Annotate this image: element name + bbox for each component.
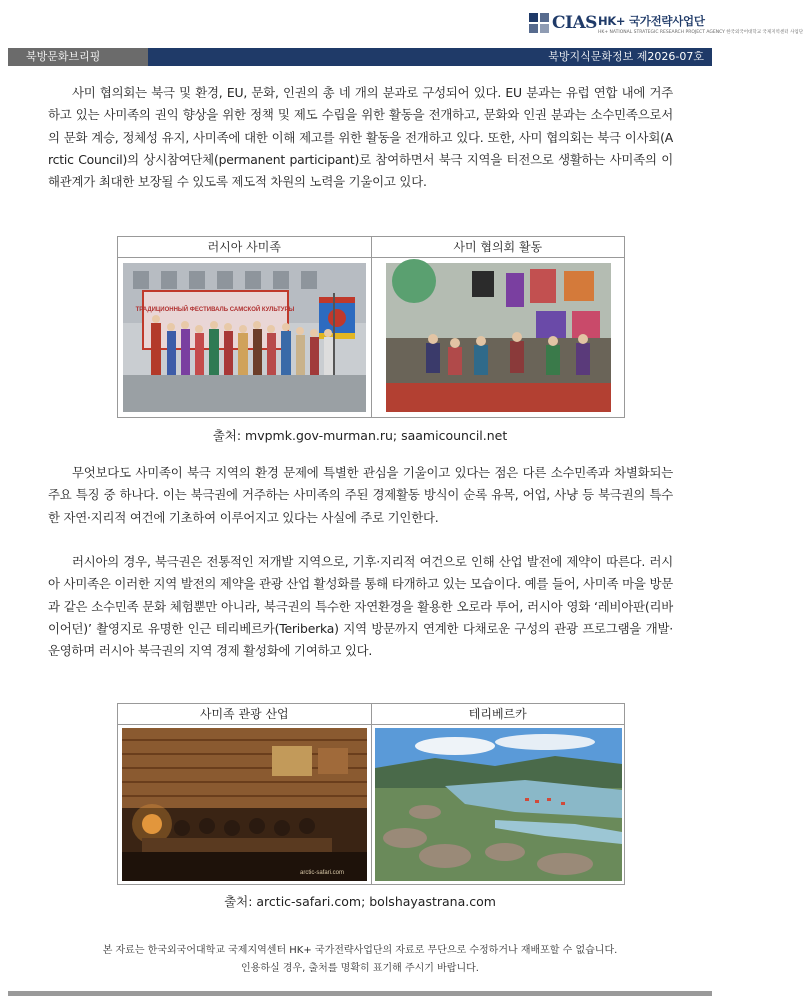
figure-table-1: [117, 236, 625, 418]
photo-banner-text: ТРАДИЦИОННЫЙ ФЕСТИВАЛЬ САМСКОЙ КУЛЬТУРЫ: [135, 307, 295, 313]
footer-line-2: 인용하실 경우, 출처를 명확히 표기해 주시기 바랍니다.: [241, 963, 479, 974]
logo-brand: CIAS: [552, 13, 597, 33]
paragraph-1: 사미 협의회는 북극 및 환경, EU, 문화, 인권의 총 네 개의 분과로 구성되어 있다. EU 분과는 유럽 연합 내에 거주하고 있는 사미족의 권익 향상을 위한 정책 및 제도 수립을 위한 활동을 전개하고, 문화와 인권 분과는 소수민족으로서의 문화 계승, 정체성 유지, 사미족에 대한 이해 제고를 위한 활동을 전개하고 있다. 또한, 사미 협의회는 북극 이사회(Arctic Council)의 상시참여단체(permanent participant)로 참여하면서 북극 지역을 터전으로 생활하는 사미족의 이해관계가 최대한 보장될 수 있도록 제도적 차원의 노력을 기울이고 있다.: [48, 85, 673, 190]
figure-caption-russian-sami: 러시아 사미족: [118, 237, 372, 257]
header-bar: [8, 48, 712, 66]
photo-sami-tourism: [122, 728, 367, 881]
photo-cell-sami-council: [372, 258, 625, 417]
figure-table-2: [117, 703, 625, 885]
footer-line-1: 본 자료는 한국외국어대학교 국제지역센터 HK+ 국가전략사업단의 자료로 무단으로 수정하거나 재배포할 수 없습니다.: [102, 945, 618, 956]
photo-watermark: arctic-safari.com: [299, 870, 345, 876]
header-left-label: 북방문화브리핑: [26, 50, 101, 63]
figure-source-2: 출처: arctic-safari.com; bolshayastrana.com: [224, 894, 496, 909]
figure-source-1: 출처: mvpmk.gov-murman.ru; saamicouncil.net: [212, 428, 508, 443]
photo-teriberka: [375, 728, 622, 881]
photo-sami-council: [386, 263, 611, 412]
photo-russian-sami: [123, 263, 366, 412]
header-left-tab: [8, 48, 148, 66]
paragraph-3: 러시아의 경우, 북극권은 전통적인 저개발 지역으로, 기후·지리적 여건으로 인해 산업 발전에 제약이 따른다. 러시아 사미족은 이러한 지역 발전의 제약을 관광 산업 활성화를 통해 타개하고 있는 모습이다. 예를 들어, 사미족 마을 방문과 같은 소수민족 문화 체험뿐만 아니라, 북극권의 특수한 자연환경을 활용한 오로라 투어, 러시아 영화 ‘레비아판(리바이어던)’ 촬영지로 유명한 인근 테리베르카(Teriberka) 지역 방문까지 연계한 다채로운 구성의 관광 프로그램을 개발·운영하며 러시아 북극권의 지역 경제 활성화에 기여하고 있다.: [48, 554, 673, 659]
logo-program: HK+ 국가전략사업단: [598, 14, 705, 28]
logo-subtitle: HK+ NATIONAL STRATEGIC RESEARCH PROJECT AGENCY 한국외국어대학교 국제지역센터 사업단: [598, 30, 803, 35]
figure-caption-sami-council: 사미 협의회 활동: [453, 240, 543, 254]
cias-logo: [528, 10, 803, 42]
footer-notice: [0, 942, 720, 978]
photo-cell-russian-sami: [118, 258, 372, 417]
photo-cell-teriberka: [372, 725, 625, 884]
photo-cell-sami-tourism: [118, 725, 372, 884]
figure-caption-teriberka: 테리베르카: [468, 707, 527, 721]
figure-caption-sami-tourism: 사미족 관광 산업: [118, 704, 372, 724]
paragraph-2: 무엇보다도 사미족이 북극 지역의 환경 문제에 특별한 관심을 기울이고 있다는 점은 다른 소수민족과 차별화되는 주요 특징 중 하나다. 이는 북극권에 거주하는 사미족의 주된 경제활동 방식이 순록 유목, 어업, 사냥 등 북극권의 특수한 자연·지리적 여건에 기초하여 이루어지고 있다는 사실에 주로 기인한다.: [48, 465, 673, 525]
bottom-rule: [8, 991, 712, 996]
cias-emblem-icon: [528, 12, 552, 36]
header-right-label: 북방지식문화정보 제2026-07호: [548, 50, 704, 63]
